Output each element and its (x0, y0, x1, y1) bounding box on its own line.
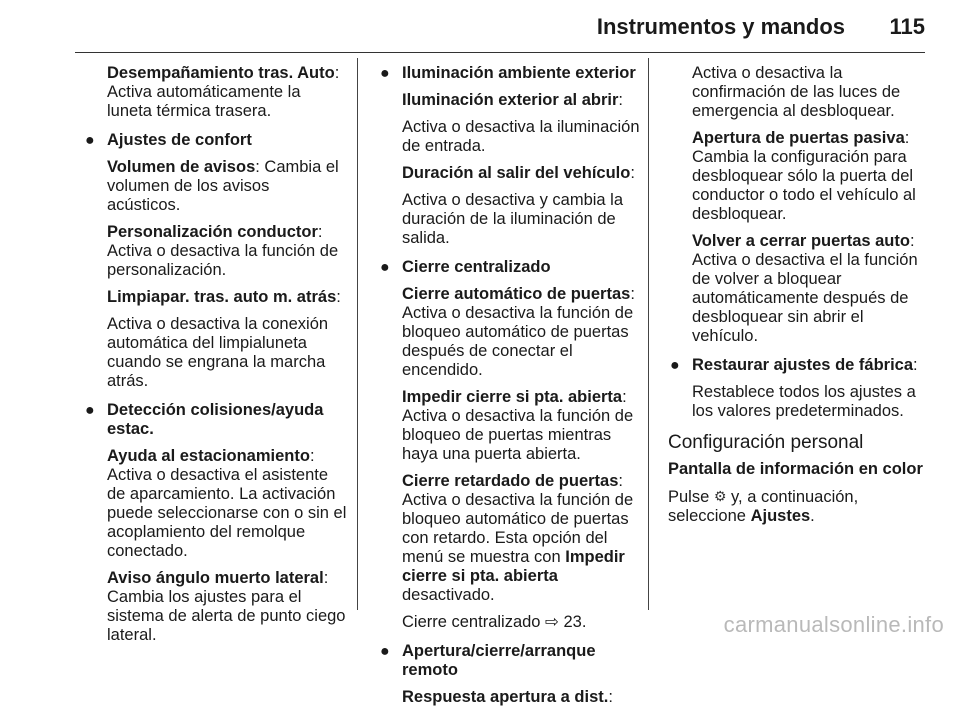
item-heading: Cierre centralizado (402, 258, 551, 276)
entry (402, 164, 640, 183)
description: : Activa o desactiva el la función de volver a bloquear automáticamente después de desbloquear sin abrir el vehículo. (692, 232, 918, 345)
description: : Cambia los ajustes para el sistema de alerta de punto ciego lateral. (107, 569, 346, 644)
subsection-title: Pantalla de información en color (668, 460, 923, 478)
confort-item (83, 131, 347, 391)
header-title: Instrumentos y mandos (596, 14, 845, 39)
entry (107, 447, 347, 561)
apertura-item (378, 642, 640, 707)
colon: : (334, 64, 340, 82)
section-title: Configuración personal (668, 432, 864, 453)
description: Activa o desactiva la iluminación de entrada. (402, 118, 640, 155)
entry (402, 285, 640, 380)
description: : Activa o desactiva la función de bloqueo automático de puertas después de conectar el encendido. (402, 285, 635, 379)
bullet: ● (380, 65, 390, 82)
description: : (336, 288, 341, 306)
entry (402, 472, 640, 605)
entry (107, 223, 347, 280)
entry (107, 158, 347, 215)
column-2 (378, 64, 640, 717)
restaurar-item (668, 356, 930, 421)
column-rule-1 (357, 58, 358, 610)
colon: : (913, 356, 918, 374)
term: Impedir cierre si pta. abierta (402, 548, 625, 585)
term: Volver a cerrar puertas auto (692, 232, 910, 250)
entry (692, 129, 930, 224)
apertura-continuation (668, 64, 930, 346)
description: : Cambia el volumen de los avisos acústicos. (107, 158, 339, 214)
term: Cierre retardado de puertas (402, 472, 619, 490)
bullet: ● (85, 132, 95, 149)
term: Cierre automático de puertas (402, 285, 631, 303)
page-number: 115 (889, 14, 925, 39)
term: Impedir cierre si pta. abierta (402, 388, 623, 406)
bullet: ● (85, 402, 95, 419)
term: Ajustes (750, 507, 811, 525)
item-heading: Apertura/cierre/arranque remoto (402, 642, 596, 679)
text: y, a continuación, seleccione (668, 488, 859, 525)
term: Aviso ángulo muerto lateral (107, 569, 324, 587)
term: Duración al salir del vehículo (402, 164, 631, 182)
description: Activa o desactiva y cambia la duración de la iluminación de salida. (402, 191, 624, 247)
description: desactivado. (402, 586, 495, 604)
term: Limpiapar. tras. auto m. atrás (107, 288, 337, 306)
column-rule-2 (648, 58, 649, 610)
entry (692, 232, 930, 346)
text: . (810, 507, 815, 525)
term: Ayuda al estacionamiento (107, 447, 310, 465)
desempanamiento-entry (83, 64, 347, 121)
description: : Cambia la configuración para desbloquear sólo la puerta del conductor o todo el vehículo al desbloquear. (692, 129, 916, 223)
description: : Activa o desactiva la función de bloqueo de puertas mientras haya una puerta abierta. (402, 388, 634, 463)
bullet: ● (380, 259, 390, 276)
description: : (608, 688, 613, 706)
description: : (630, 164, 635, 182)
page-header (75, 0, 925, 53)
heading-text: Restaurar ajustes de fábrica (692, 356, 914, 374)
entry (402, 688, 640, 707)
column-3 (668, 64, 930, 526)
column-1 (83, 64, 347, 655)
bullet: ● (380, 643, 390, 660)
description: : Activa o desactiva el asistente de aparcamiento. La activación puede seleccionarse con o sin el acoplamiento del remolque conectado. (107, 447, 347, 560)
cross-reference: Cierre centralizado ⇨ 23. (402, 613, 587, 631)
iluminacion-item (378, 64, 640, 248)
description: Restablece todos los ajustes a los valores predeterminados. (692, 383, 916, 420)
term: Apertura de puertas pasiva (692, 129, 905, 147)
description: Activa o desactiva la conexión automática del limpialuneta cuando se engrana la marcha atrás. (107, 315, 329, 390)
term: Respuesta apertura a dist. (402, 688, 609, 706)
description: : Activa o desactiva la función de personalización. (107, 223, 339, 279)
colisiones-item (83, 401, 347, 645)
description: : (618, 91, 623, 109)
term: Iluminación exterior al abrir (402, 91, 619, 109)
item-heading: Iluminación ambiente exterior (402, 64, 636, 82)
entry (402, 91, 640, 110)
description: Activa o desactiva la confirmación de las luces de emergencia al desbloquear. (692, 64, 901, 120)
description: Activa automáticamente la luneta térmica trasera. (107, 83, 301, 120)
description: : Activa o desactiva la función de bloqueo automático de puertas con retardo. Esta opción del menú se muestra con (402, 472, 634, 566)
item-heading (692, 356, 930, 375)
item-heading: Ajustes de confort (107, 131, 252, 149)
term: Desempañamiento tras. Auto (107, 64, 335, 82)
cierre-item (378, 258, 640, 632)
entry (107, 288, 347, 307)
text: Pulse (668, 488, 714, 506)
entry (107, 569, 347, 645)
entry (402, 388, 640, 464)
term: Personalización conductor (107, 223, 318, 241)
watermark: carmanualsonline.info (723, 612, 944, 637)
gear-icon: ⚙ (713, 488, 727, 504)
term: Volumen de avisos (107, 158, 256, 176)
item-heading: Detección colisiones/ayuda estac. (107, 401, 324, 438)
bullet: ● (670, 357, 680, 374)
paragraph (668, 487, 930, 526)
